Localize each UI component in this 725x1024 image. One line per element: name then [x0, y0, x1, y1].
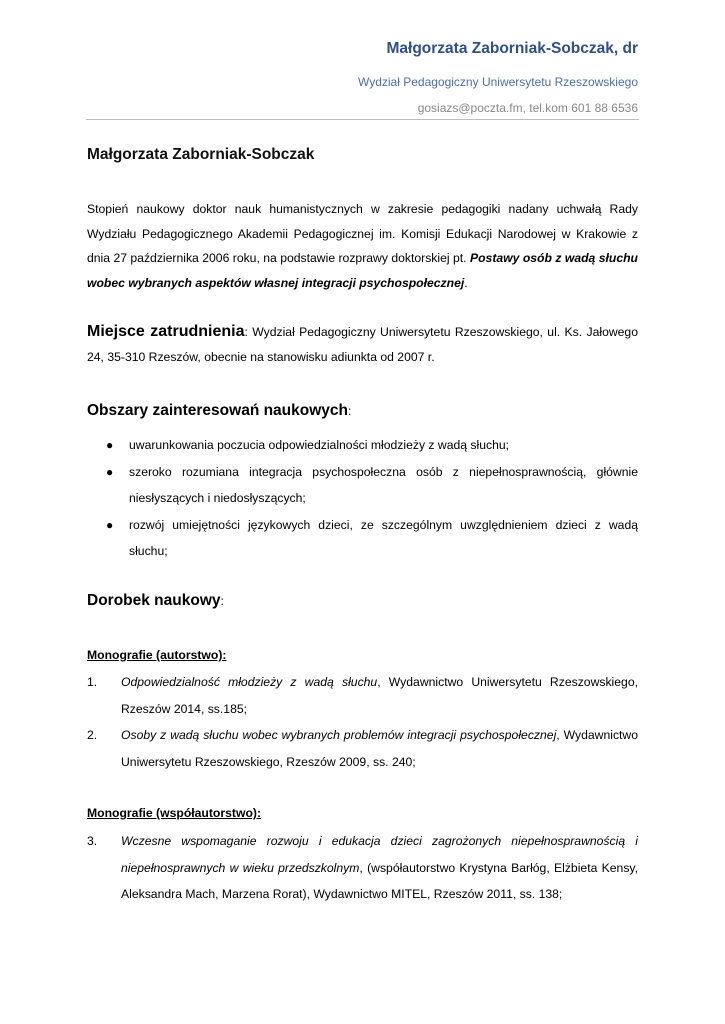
monographs-coauthor-heading: Monografie (współautorstwo): — [87, 806, 261, 820]
bullet-icon: ● — [106, 517, 114, 532]
dorobek-heading-colon: : — [220, 594, 224, 608]
item-number: 3. — [87, 834, 98, 848]
degree-paragraph — [87, 197, 638, 295]
monograph-title: Osoby z wadą słuchu wobec wybranych problemów integracji psychospołecznej — [121, 728, 557, 742]
list-item — [87, 828, 638, 908]
list-item — [106, 459, 638, 512]
header-divider — [86, 119, 639, 120]
monograph-details: , Wydawnictwo Uniwersytetu Rzeszowskiego, Rzeszów 2014, ss.185; — [121, 675, 638, 716]
interest-text: uwarunkowania poczucia odpowiedzialności młodzieży z wadą słuchu; — [129, 438, 510, 452]
item-number: 2. — [87, 728, 98, 742]
interests-heading-colon: : — [348, 404, 352, 418]
employment-paragraph — [87, 320, 638, 369]
dorobek-heading — [87, 592, 638, 610]
monograph-title: Odpowiedzialność młodzieży z wadą słuchu — [121, 675, 378, 689]
header-department: Wydział Pedagogiczny Uniwersytetu Rzeszowskiego — [357, 75, 638, 89]
interests-list — [106, 432, 638, 565]
header-author-name: Małgorzata Zaborniak-Sobczak, dr — [386, 40, 638, 57]
list-item — [87, 669, 638, 722]
interest-text: szeroko rozumiana integracja psychospołeczna osób z niepełnosprawnością, głównie niesłyszących i niedosłyszących; — [129, 464, 638, 505]
bullet-icon: ● — [106, 438, 114, 452]
interests-heading — [87, 402, 638, 420]
monographs-author-list — [87, 669, 638, 775]
monographs-author-heading: Monografie (autorstwo): — [87, 648, 227, 662]
bullet-icon: ● — [106, 464, 114, 479]
interests-heading-text: Obszary zainteresowań naukowych — [87, 402, 349, 419]
monograph-title: Wczesne wspomaganie rozwoju i edukacja dzieci zagrożonych niepełnosprawnością i niepełnosprawnych w wieku przedszkolnym — [121, 834, 638, 875]
list-item — [87, 722, 638, 775]
list-item — [106, 512, 638, 565]
monograph-details: , Wydawnictwo Uniwersytetu Rzeszowskiego, Rzeszów 2009, ss. 240; — [121, 728, 638, 769]
dorobek-heading-text: Dorobek naukowy — [87, 592, 221, 609]
interest-text: rozwój umiejętności językowych dzieci, ze szczególnym uwzględnieniem dzieci z wadą słuchu; — [129, 517, 638, 558]
degree-text: Stopień naukowy doktor nauk humanistycznych w zakresie pedagogiki nadany uchwałą Rady Wydziału Pedagogicznego Akademii Pedagogicznej im. Komisji Edukacji Narodowej w Krakowie z dnia 27 października 2006 roku, na podstawie rozprawy doktorskiej pt. — [87, 202, 638, 265]
list-item — [106, 432, 638, 459]
employment-text: : Wydział Pedagogiczny Uniwersytetu Rzeszowskiego, ul. Ks. Jałowego 24, 35-310 Rzeszów, obecnie na stanowisku adiunkta od 2007 r. — [87, 325, 638, 364]
degree-end: . — [464, 275, 468, 290]
monographs-coauthor-list — [87, 828, 638, 908]
thesis-title: Postawy osób z wadą słuchu wobec wybranych aspektów własnej integracji psychospołecznej — [87, 251, 638, 290]
item-number: 1. — [87, 675, 98, 689]
header-contact: gosiazs@poczta.fm, tel.kom 601 88 6536 — [417, 101, 638, 115]
page-title: Małgorzata Zaborniak-Sobczak — [87, 146, 315, 163]
employment-heading: Miejsce zatrudnienia — [87, 323, 245, 340]
monograph-details: , (współautorstwo Krystyna Barłóg, Elżbieta Kensy, Aleksandra Mach, Marzena Rorat), Wydawnictwo MITEL, Rzeszów 2011, ss. 138; — [121, 860, 638, 901]
